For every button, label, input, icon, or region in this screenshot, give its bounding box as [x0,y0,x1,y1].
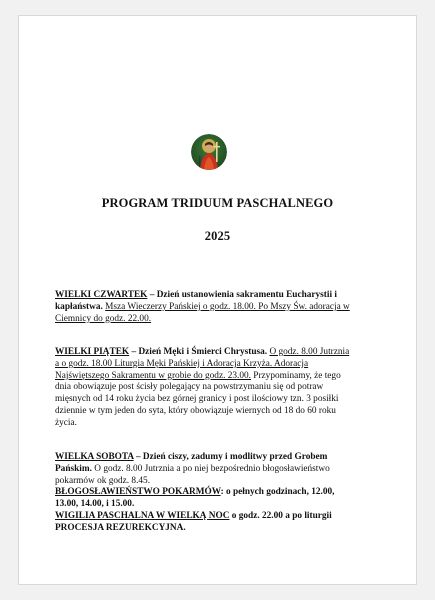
text-run: Ciemnicy do godz. 22.00. [55,313,152,324]
text-run: WIGILIA PASCHALNA W WIELKĄ NOC [55,510,230,521]
text-run: – Dzień Męki i Śmierci Chrystusa. [129,347,268,357]
text-run: Msza Wieczerzy Pańskiej o godz. 18.00. Po Mszy Św. adoracja w [105,301,350,312]
text-run: WIELKI CZWARTEK [55,290,148,300]
section-line [55,523,375,535]
text-run: a o godz. 18.00 Liturgia Męki Pańskiej i Adoracja Krzyża. Adoracja [55,358,309,369]
text-run: Pańskim. [55,463,92,474]
text-run: 13.00, 14.00, i 15.00. [55,499,135,510]
section-line [55,476,375,488]
text-run: O godz. 8.00 Jutrznia [269,347,350,357]
section-line [55,406,375,418]
section-line [55,290,375,302]
document-year: 2025 [204,229,231,243]
section-line [55,359,375,371]
text-run: Najświętszego Sakramentu w grobie do godz. 23.00. [55,370,251,381]
text-run: PROCESJA REZUREKCYJNA. [55,522,186,533]
section-line [55,464,375,476]
text-run: BŁOGOSŁAWIEŃSTWO POKARMÓW [55,487,221,498]
section-line [55,452,375,464]
section-line [55,394,375,406]
section-wielki-piatek [55,347,375,430]
text-run: pokarmów ok godz. 8.45. [55,475,151,486]
section-line [55,371,375,383]
section-line [55,302,375,314]
text-run: WIELKA SOBOTA [55,452,134,462]
text-run: dziennie w tym jeden do syta, który obowiązuje wiernych od 18 do 60 roku [55,405,336,416]
section-line [55,347,375,359]
text-run: o godz. 22.00 a po liturgii [229,510,332,521]
document-title: PROGRAM TRIDUUM PASCHALNEGO [101,196,334,210]
section-line [55,511,375,523]
section-line [55,499,375,511]
text-run: – Dzień ciszy, zadumy i modlitwy przed Grobem [133,452,328,462]
text-run: O godz. 8.00 Jutrznia a po niej bezpośrednio błogosławieństwo [91,463,330,474]
text-run: mięsnych od 14 roku życia bez górnej granicy i post ilościowy tzn. 3 posiłki [55,394,339,405]
section-wielka-sobota [55,452,375,535]
text-run: dnia obowiązuje post ścisły polegający na powstrzymaniu się od potraw [55,382,324,393]
text-run: – Dzień ustanowienia sakramentu Eucharystii i [147,290,337,300]
text-run: WIELKI PIĄTEK [55,347,130,357]
section-line [55,418,375,430]
text-run: : o pełnych godzinach, 12.00, [220,487,335,498]
text-run: życia. [55,417,77,428]
saint-emblem-icon [191,134,227,170]
section-wielki-czwartek [55,290,375,325]
section-line [55,314,375,326]
text-run: kapłaństwa. [55,301,103,312]
section-line [55,382,375,394]
text-run: Przypominamy, że tego [250,370,341,381]
section-line [55,487,375,499]
